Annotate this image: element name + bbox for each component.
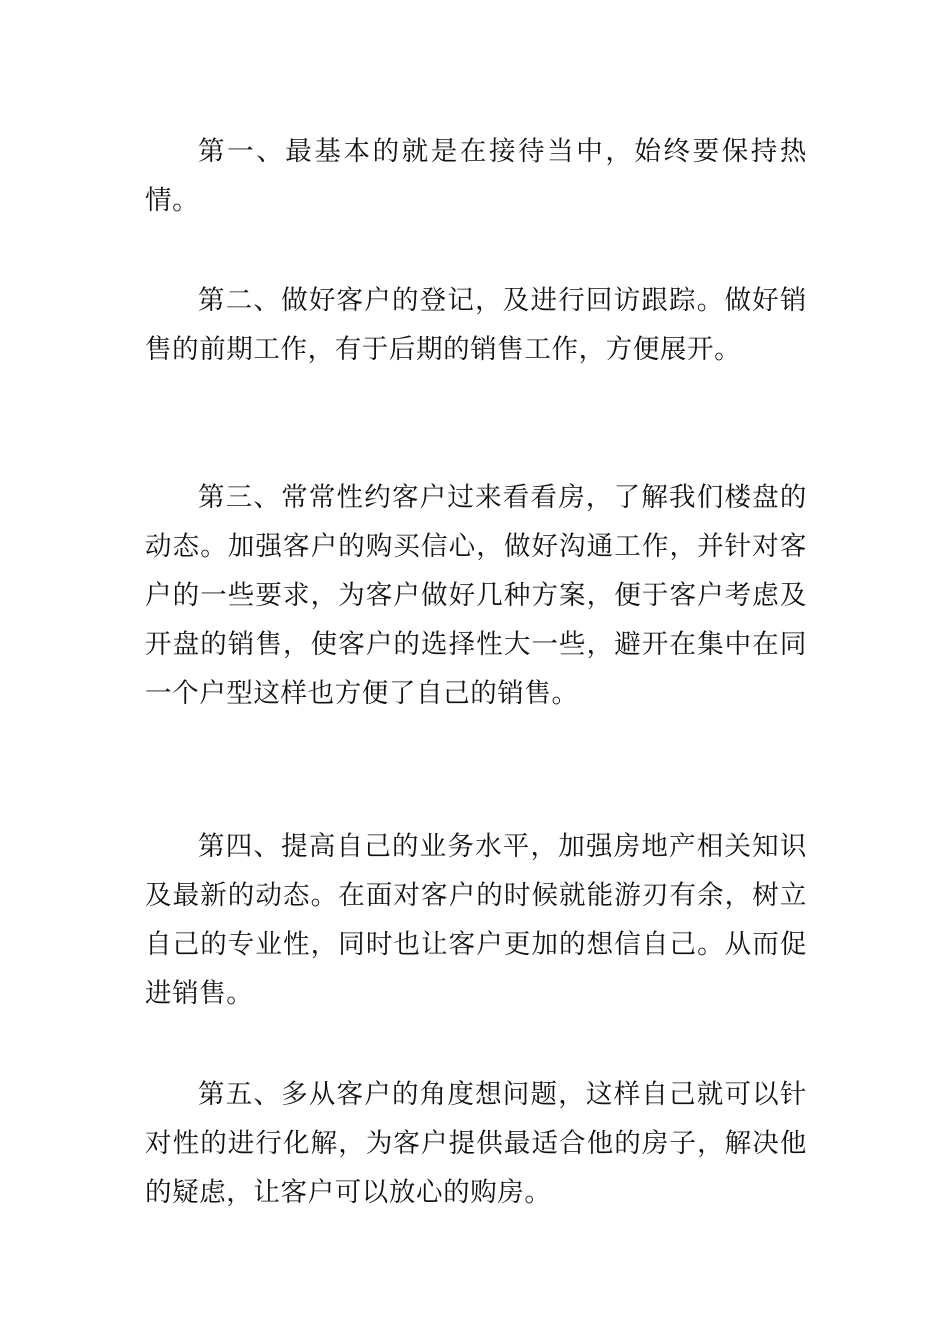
paragraph-1: 第一、最基本的就是在接待当中，始终要保持热情。 — [145, 136, 807, 216]
paragraph-2: 第二、做好客户的登记，及进行回访跟踪。做好销售的前期工作，有于后期的销售工作，方便展开。 — [145, 285, 807, 365]
paragraph-4: 第四、提高自己的业务水平，加强房地产相关知识及最新的动态。在面对客户的时候就能游刃有余，树立自己的专业性，同时也让客户更加的想信自己。从而促进销售。 — [145, 831, 807, 1009]
paragraph-3: 第三、常常性约客户过来看看房，了解我们楼盘的动态。加强客户的购买信心，做好沟通工作，并针对客户的一些要求，为客户做好几种方案，便于客户考虑及开盘的销售，使客户的选择性大一些，避开在集中在同一个户型这样也方便了自己的销售。 — [145, 482, 807, 709]
paragraph-5: 第五、多从客户的角度想问题，这样自己就可以针对性的进行化解，为客户提供最适合他的房子，解决他的疑虑，让客户可以放心的购房。 — [145, 1079, 807, 1208]
